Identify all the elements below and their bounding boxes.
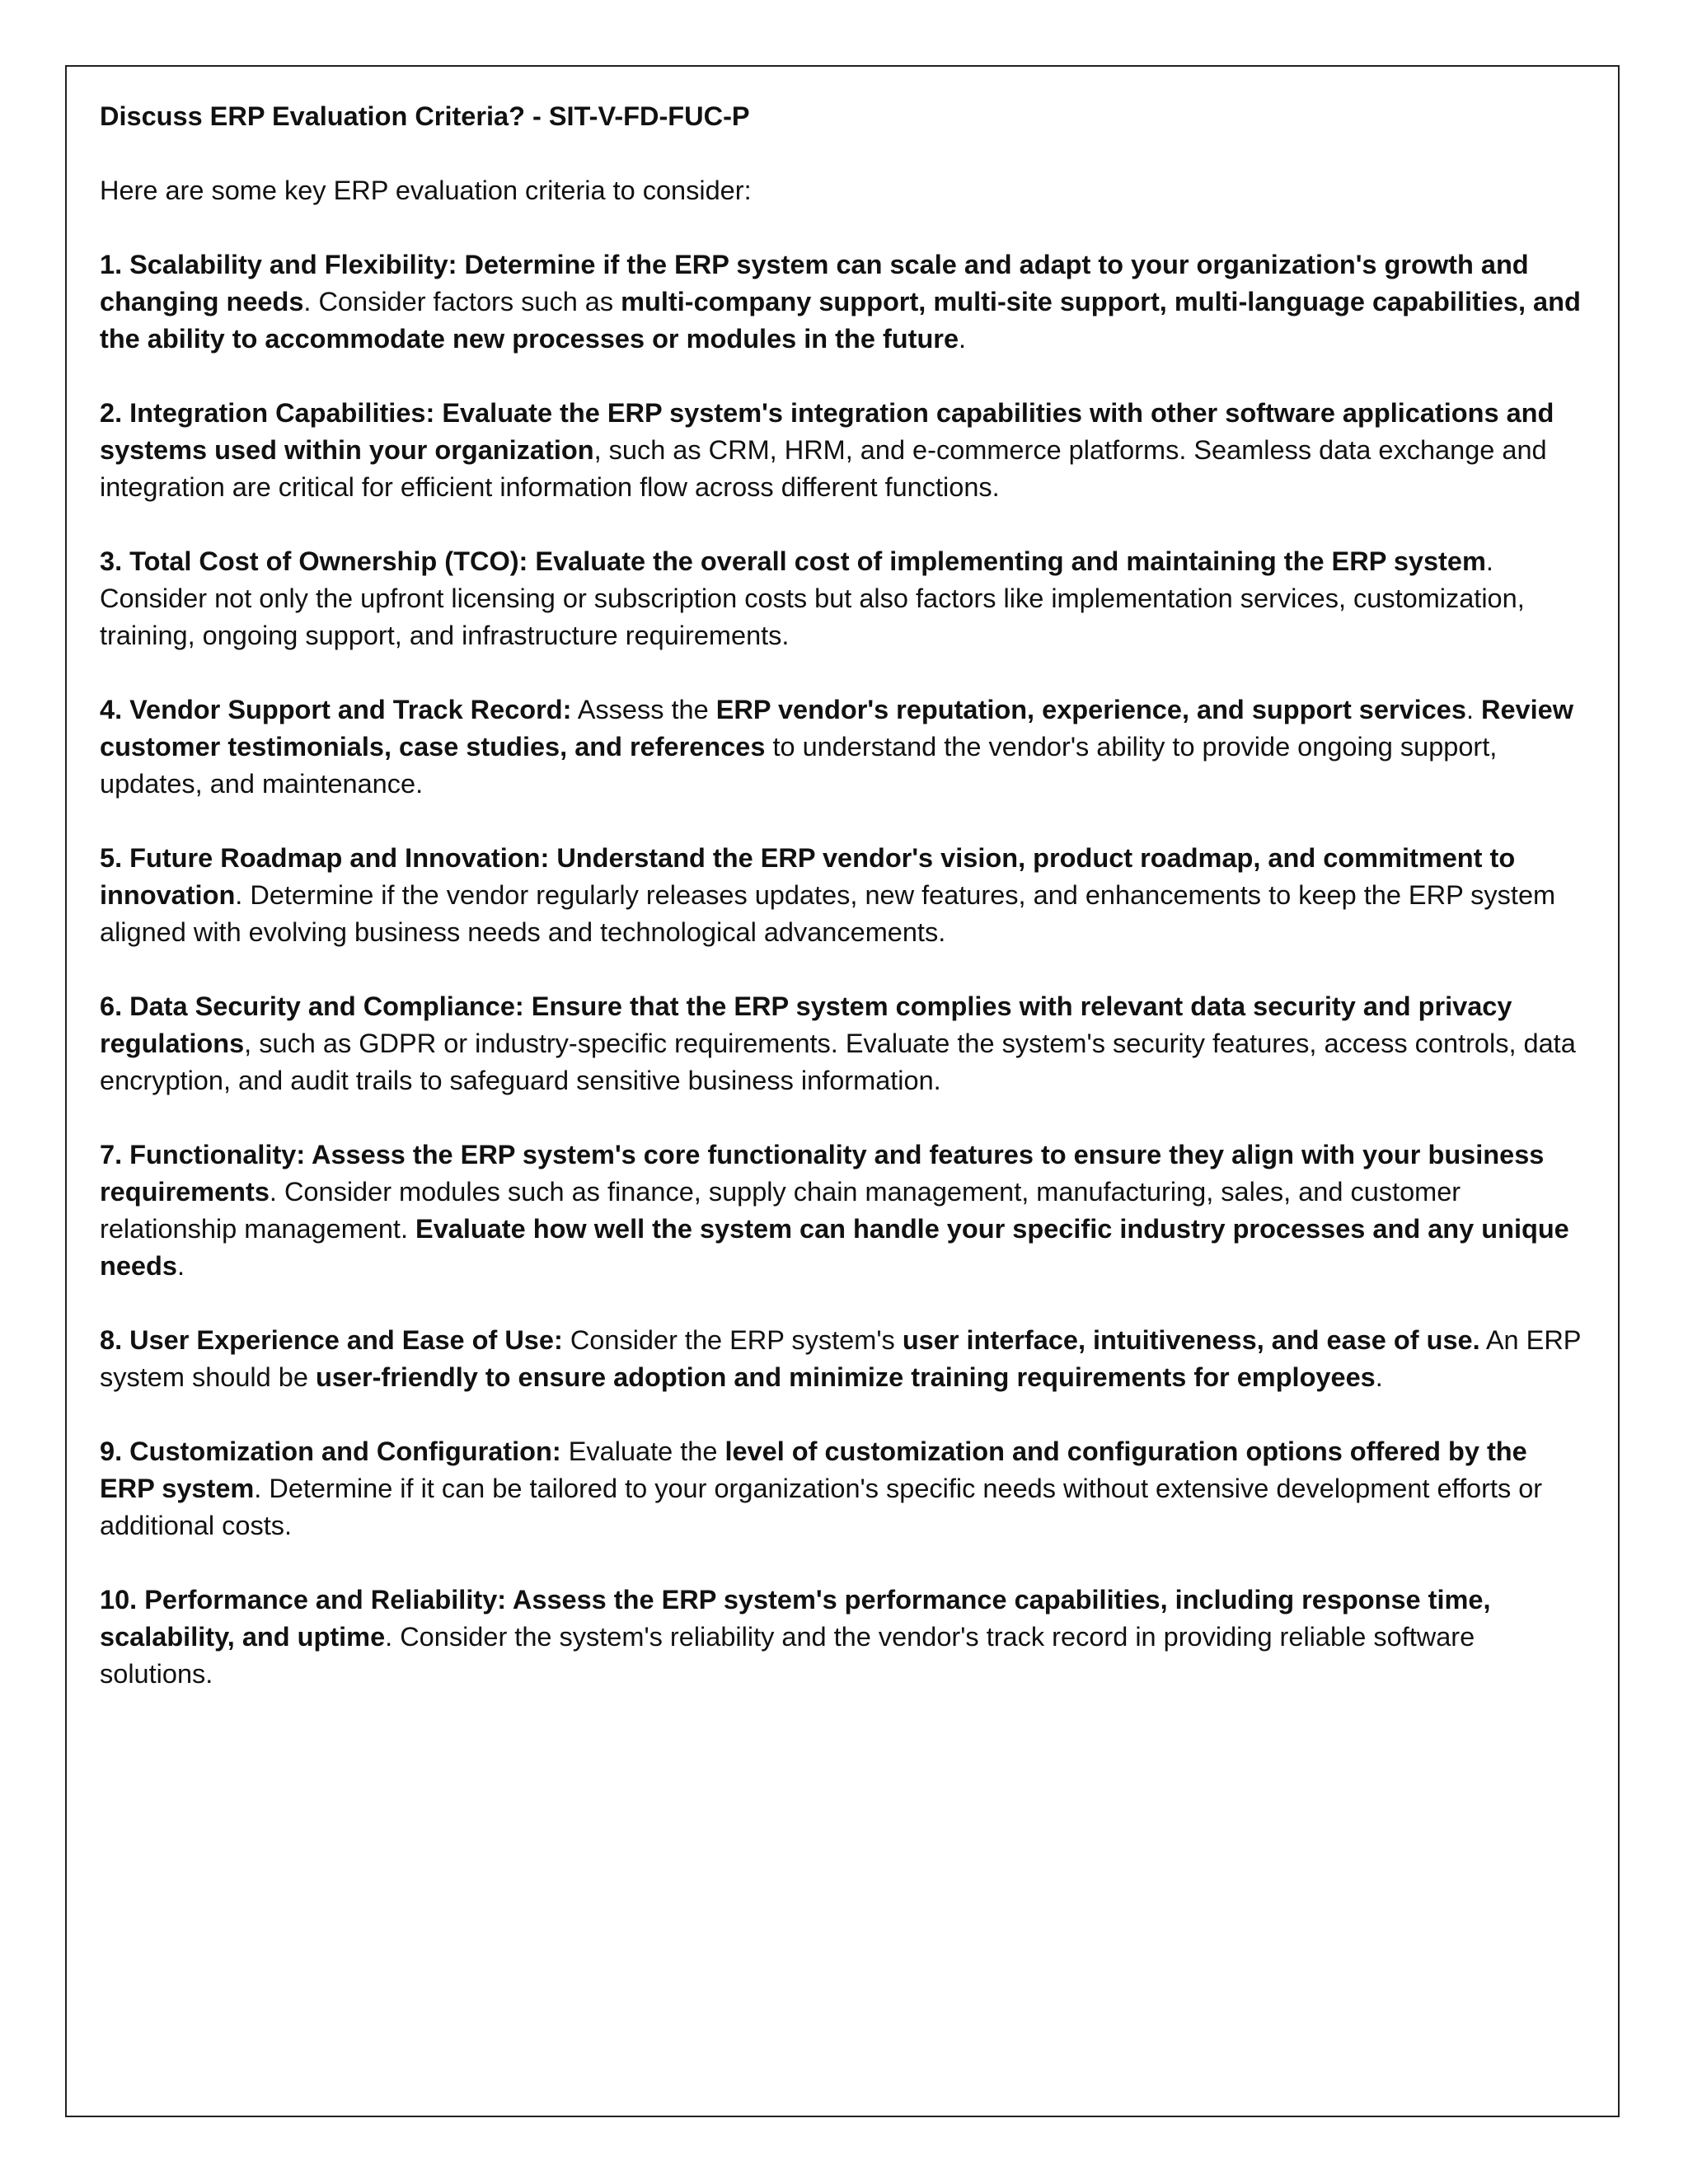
criterion-text-segment: Assess the <box>571 695 716 724</box>
criterion-text-segment: . Consider factors such as <box>303 287 621 316</box>
criterion-text-segment: level of customization and configuration options offered by the ERP system <box>100 1436 1527 1503</box>
criterion-text-segment: ERP vendor's reputation, experience, and support services <box>715 695 1466 724</box>
criterion-text-segment: . <box>176 1251 185 1281</box>
criterion-text-segment: 8. User Experience and Ease of Use: <box>100 1325 563 1355</box>
criterion-text-segment: user-friendly to ensure adoption and minimize training requirements for employees <box>315 1362 1376 1392</box>
intro-paragraph: Here are some key ERP evaluation criteria to consider: <box>100 176 752 205</box>
criterion-text-segment: . <box>959 324 967 354</box>
criterion-text-segment: 7. Functionality: Assess the ERP system's core functionality and features to ensure they align with your business requirements <box>100 1140 1545 1207</box>
criterion-text-segment: . Consider not only the upfront licensing or subscription costs but also factors like implementation services, customization, training, ongoing support, and infrastructure requirements. <box>100 546 1525 650</box>
criterion-paragraph <box>100 1582 1588 1693</box>
criterion-paragraph <box>100 246 1588 358</box>
criterion-text-segment: Evaluate how well the system can handle your specific industry processes and any unique needs <box>100 1214 1569 1281</box>
criterion-paragraph <box>100 1322 1588 1396</box>
document-title: Discuss ERP Evaluation Criteria? - SIT-V-FD-FUC-P <box>100 101 750 131</box>
criterion-text-segment: 10. Performance and Reliability: Assess the ERP system's performance capabilities, including response time, scalability, and uptime <box>100 1585 1491 1652</box>
criterion-text-segment: . Determine if the vendor regularly releases updates, new features, and enhancements to keep the ERP system aligned with evolving business needs and technological advancements. <box>100 880 1556 947</box>
criterion-paragraph <box>100 840 1588 951</box>
criterion-paragraph <box>100 395 1588 506</box>
criterion-text-segment: . Consider the system's reliability and the vendor's track record in providing reliable software solutions. <box>100 1622 1475 1689</box>
criterion-text-segment: . <box>1375 1362 1383 1392</box>
criterion-text-segment: 5. Future Roadmap and Innovation: Understand the ERP vendor's vision, product roadmap, and commitment to innovation <box>100 843 1516 910</box>
criterion-text-segment: Consider the ERP system's <box>562 1325 903 1355</box>
criterion-paragraph <box>100 988 1588 1099</box>
criterion-paragraph <box>100 543 1588 654</box>
criterion-text-segment: to understand the vendor's ability to provide ongoing support, updates, and maintenance. <box>100 732 1498 799</box>
criterion-text-segment: 9. Customization and Configuration: <box>100 1436 561 1466</box>
criterion-text-segment: 3. Total Cost of Ownership (TCO): Evaluate the overall cost of implementing and maintaining the ERP system <box>100 546 1486 576</box>
criterion-text-segment: , such as GDPR or industry-specific requirements. Evaluate the system's security features, access controls, data encryption, and audit trails to safeguard sensitive business information. <box>100 1029 1576 1095</box>
criterion-text-segment: . Determine if it can be tailored to your organization's specific needs without extensive development efforts or additional costs. <box>100 1474 1543 1540</box>
criterion-text-segment: 2. Integration Capabilities: Evaluate the ERP system's integration capabilities with other software applications and systems used within your organization <box>100 398 1554 465</box>
criterion-text-segment: Review customer testimonials, case studies, and references <box>100 695 1574 762</box>
criterion-paragraph <box>100 1433 1588 1544</box>
document-content <box>100 98 1588 1730</box>
criterion-text-segment: 6. Data Security and Compliance: Ensure that the ERP system complies with relevant data security and privacy regulations <box>100 991 1512 1058</box>
criterion-text-segment: . Consider modules such as finance, supply chain management, manufacturing, sales, and customer relationship management. <box>100 1177 1461 1244</box>
criterion-paragraph <box>100 1137 1588 1285</box>
criterion-text-segment: user interface, intuitiveness, and ease of use. <box>902 1325 1480 1355</box>
criterion-text-segment: Evaluate the <box>560 1436 725 1466</box>
criterion-text-segment: . <box>1465 695 1481 724</box>
criterion-text-segment: 4. Vendor Support and Track Record: <box>100 695 572 724</box>
criterion-text-segment: multi-company support, multi-site support, multi-language capabilities, and the ability to accommodate new processes or modules in the future <box>100 287 1581 354</box>
criterion-text-segment: , such as CRM, HRM, and e-commerce platforms. Seamless data exchange and integration are critical for efficient information flow across different functions. <box>100 435 1547 502</box>
criterion-text-segment: An ERP system should be <box>100 1325 1581 1392</box>
document-frame <box>65 65 1620 2117</box>
criterion-paragraph <box>100 691 1588 803</box>
criterion-text-segment: 1. Scalability and Flexibility: Determine if the ERP system can scale and adapt to your organization's growth and changing needs <box>100 250 1529 316</box>
